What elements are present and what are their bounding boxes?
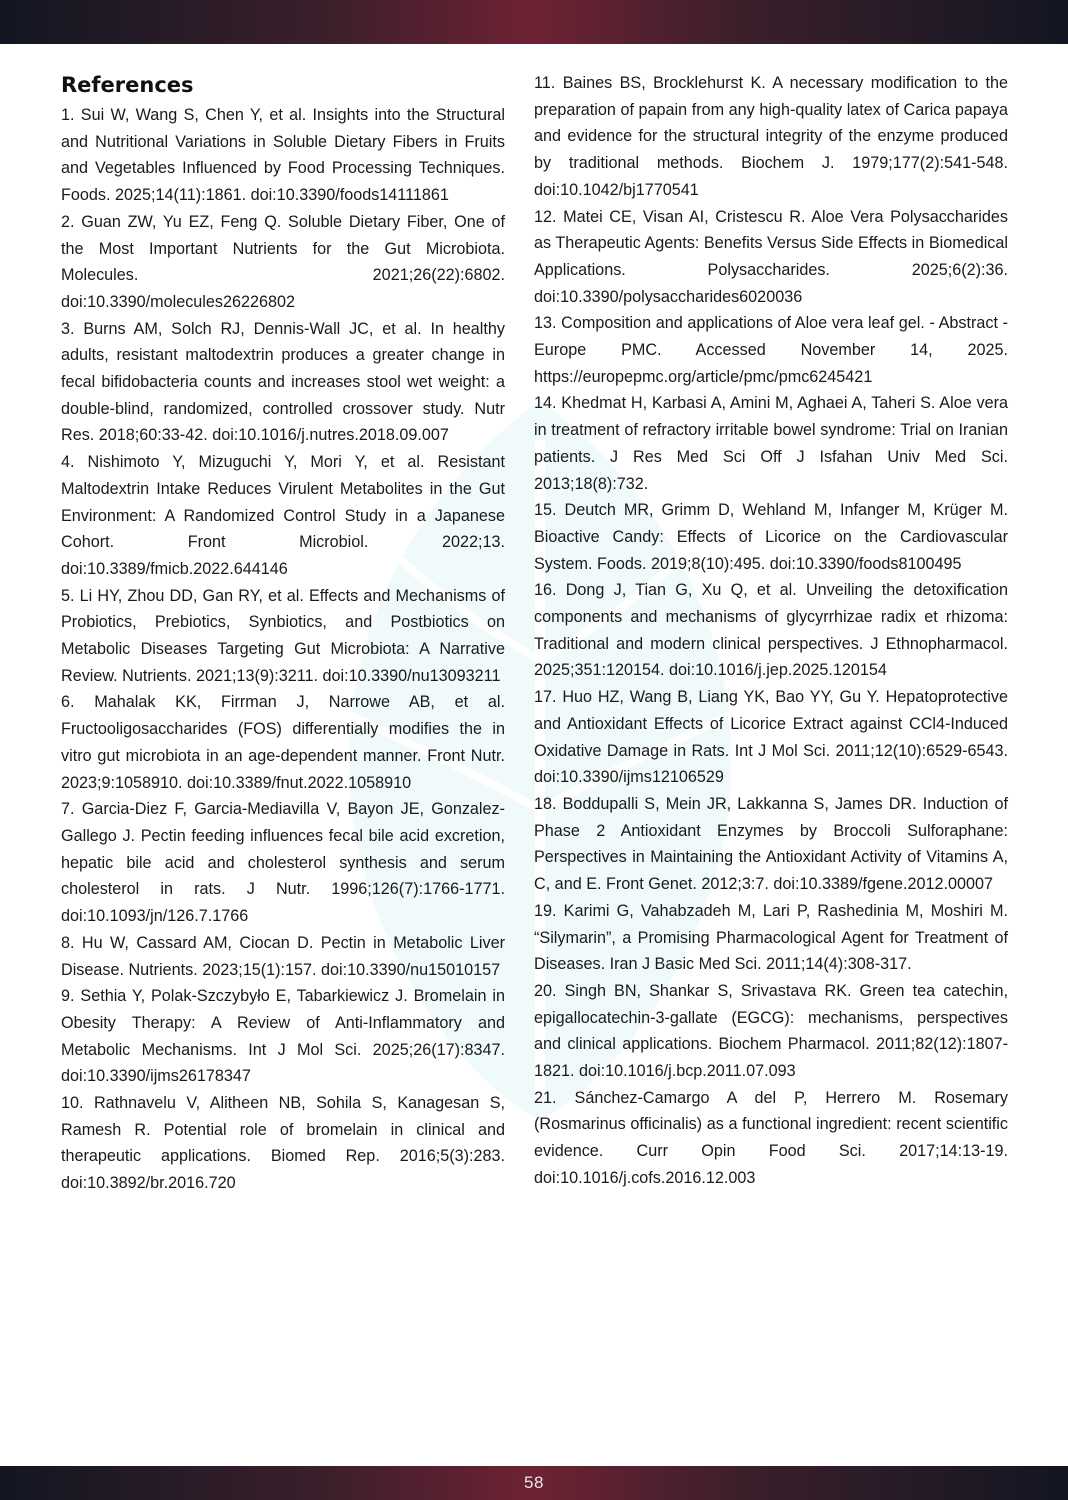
reference-item: 9. Sethia Y, Polak-Szczybyło E, Tabarkiewicz J. Bromelain in Obesity Therapy: A Review of Anti-Inflammatory and Metabolic Mechanisms. Int J Mol Sci. 2025;26(17):8347. doi:10.3390/ijms26178347	[61, 987, 505, 1086]
reference-item: 15. Deutch MR, Grimm D, Wehland M, Infanger M, Krüger M. Bioactive Candy: Effects of Licorice on the Cardiovascular System. Foods. 2019;8(10):495. doi:10.3390/foods8100495	[534, 501, 1008, 573]
reference-item: 13. Composition and applications of Aloe vera leaf gel. - Abstract - Europe PMC. Accessed November 14, 2025. https://europepmc.org/article/pmc/pmc6245421	[534, 314, 1008, 386]
reference-item: 12. Matei CE, Visan AI, Cristescu R. Aloe Vera Polysaccharides as Therapeutic Agents: Benefits Versus Side Effects in Biomedical Applications. Polysaccharides. 2025;6(2):36. doi:10.3390/polysaccharides6020036	[534, 207, 1008, 306]
references-right-column	[534, 70, 1008, 1192]
reference-item: 7. Garcia-Diez F, Garcia-Mediavilla V, Bayon JE, Gonzalez-Gallego J. Pectin feeding influences fecal bile acid excretion, hepatic bile acid and cholesterol synthesis and serum cholesterol in rats. J Nutr. 1996;126(7):1766-1771. doi:10.1093/jn/126.7.1766	[61, 800, 505, 926]
reference-item: 16. Dong J, Tian G, Xu Q, et al. Unveiling the detoxification components and mechanisms of glycyrrhizae radix et rhizoma: Traditional and modern clinical perspectives. J Ethnopharmacol. 2025;351:120154. doi:10.1016/j.jep.2025.120154	[534, 581, 1008, 680]
reference-item: 3. Burns AM, Solch RJ, Dennis-Wall JC, et al. In healthy adults, resistant maltodextrin produces a greater change in fecal bifidobacteria counts and increases stool wet weight: a double-blind, randomized, controlled crossover study. Nutr Res. 2018;60:33-42. doi:10.1016/j.nutres.2018.09.007	[61, 319, 505, 445]
footer-bar	[0, 1466, 1068, 1500]
reference-item: 1. Sui W, Wang S, Chen Y, et al. Insights into the Structural and Nutritional Variations in Soluble Dietary Fibers in Fruits and Vegetables Influenced by Food Processing Techniques. Foods. 2025;14(11):1861. doi:10.3390/foods14111861	[61, 106, 505, 205]
reference-item: 19. Karimi G, Vahabzadeh M, Lari P, Rashedinia M, Moshiri M. “Silymarin”, a Promising Pharmacological Agent for Treatment of Diseases. Iran J Basic Med Sci. 2011;14(4):308-317.	[534, 901, 1008, 974]
reference-item: 8. Hu W, Cassard AM, Ciocan D. Pectin in Metabolic Liver Disease. Nutrients. 2023;15(1):157. doi:10.3390/nu15010157	[61, 933, 505, 979]
references-heading: References	[61, 73, 194, 97]
references-left-column	[61, 70, 505, 1197]
reference-item: 6. Mahalak KK, Firrman J, Narrowe AB, et al. Fructooligosaccharides (FOS) differentially modifies the in vitro gut microbiota in an age-dependent manner. Front Nutr. 2023;9:1058910. doi:10.3389/fnut.2022.1058910	[61, 693, 505, 792]
reference-item: 10. Rathnavelu V, Alitheen NB, Sohila S, Kanagesan S, Ramesh R. Potential role of bromelain in clinical and therapeutic applications. Biomed Rep. 2016;5(3):283. doi:10.3892/br.2016.720	[61, 1094, 505, 1193]
reference-item: 2. Guan ZW, Yu EZ, Feng Q. Soluble Dietary Fiber, One of the Most Important Nutrients for the Gut Microbiota. Molecules. 2021;26(22):6802. doi:10.3390/molecules26226802	[61, 212, 505, 311]
reference-item: 21. Sánchez-Camargo A del P, Herrero M. Rosemary (Rosmarinus officinalis) as a functional ingredient: recent scientific evidence. Curr Opin Food Sci. 2017;14:13-19. doi:10.1016/j.cofs.2016.12.003	[534, 1088, 1008, 1187]
reference-item: 18. Boddupalli S, Mein JR, Lakkanna S, James DR. Induction of Phase 2 Antioxidant Enzymes by Broccoli Sulforaphane: Perspectives in Maintaining the Antioxidant Activity of Vitamins A, C, and E. Front Genet. 2012;3:7. doi:10.3389/fgene.2012.00007	[534, 794, 1008, 894]
reference-item: 11. Baines BS, Brocklehurst K. A necessary modification to the preparation of papain from any high-quality latex of Carica papaya and evidence for the structural integrity of the enzyme produced by traditional methods. Biochem J. 1979;177(2):541-548. doi:10.1042/bj1770541	[534, 74, 1008, 199]
reference-item: 4. Nishimoto Y, Mizuguchi Y, Mori Y, et al. Resistant Maltodextrin Intake Reduces Virulent Metabolites in the Gut Environment: A Randomized Control Study in a Japanese Cohort. Front Microbiol. 2022;13. doi:10.3389/fmicb.2022.644146	[61, 453, 505, 578]
reference-item: 20. Singh BN, Shankar S, Srivastava RK. Green tea catechin, epigallocatechin-3-gallate (EGCG): mechanisms, perspectives and clinical applications. Biochem Pharmacol. 2011;82(12):1807-1821. doi:10.1016/j.bcp.2011.07.093	[534, 981, 1008, 1081]
reference-item: 17. Huo HZ, Wang B, Liang YK, Bao YY, Gu Y. Hepatoprotective and Antioxidant Effects of Licorice Extract against CCl4-Induced Oxidative Damage in Rats. Int J Mol Sci. 2011;12(10):6529-6543. doi:10.3390/ijms12106529	[534, 688, 1008, 787]
page-number: 58	[524, 1473, 544, 1492]
header-bar	[0, 0, 1068, 44]
reference-item: 14. Khedmat H, Karbasi A, Amini M, Aghaei A, Taheri S. Aloe vera in treatment of refractory irritable bowel syndrome: Trial on Iranian patients. J Res Med Sci Off J Isfahan Univ Med Sci. 2013;18(8):732.	[534, 394, 1008, 493]
reference-item: 5. Li HY, Zhou DD, Gan RY, et al. Effects and Mechanisms of Probiotics, Prebiotics, Synbiotics, and Postbiotics on Metabolic Diseases Targeting Gut Microbiota: A Narrative Review. Nutrients. 2021;13(9):3211. doi:10.3390/nu13093211	[61, 586, 505, 685]
